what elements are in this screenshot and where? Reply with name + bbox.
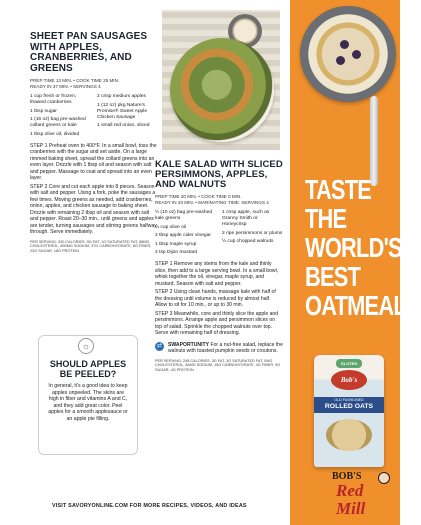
recipe-steps [30, 143, 158, 236]
swap-label: SWAPORTUNITY [168, 341, 210, 348]
nutrition-info: PER SERVING: 330 CALORIES, 9G FAT, 1G SATURATED FAT, 88MG CHOLESTEROL, 890MG SODIUM, 37G CARBOHYDRATE, 8G FIBER, 23G SUGAR, 18G PROTEIN [30, 239, 152, 254]
ingredient-item: ¼ cup olive oil [155, 224, 186, 230]
kale-salad-photo [162, 10, 280, 150]
gluten-free-badge: GLUTEN [336, 359, 362, 368]
blueberry-image [352, 50, 361, 59]
oats-image [326, 419, 372, 451]
recipe-meta [30, 78, 158, 90]
recipe-step: STEP 2 Core and cut each apple into 8 pieces. Season with salt and pepper. Using a fork, poke the sausages a few times. Moving greens as needed, add cranberries, onion, apples, and chicken sausage to baking sheet. Drizzle with remaining 2 tbsp oil and season with salt and pepper. Roast 20–30 min., until greens and apples are tender, turning sausages and stirring greens halfway through. Serve immediately. [30, 183, 157, 236]
oatmeal-bowl-image [300, 6, 396, 102]
apple-peel-tip [48, 360, 128, 423]
ingredient-item: 2 crisp medium apples [97, 94, 146, 99]
recipe-steps [155, 261, 283, 337]
ingredient-item: 1 tbsp sugar [30, 108, 57, 114]
ingredient-item: 1 crisp apple, such as Granny Smith or Honeycrisp [222, 210, 270, 228]
recipe-meta-line2: READY IN 20 MIN. • MARINATING TIME: SERVINGS 4 [155, 200, 269, 205]
bag-subline: OLD FASHIONED [334, 398, 364, 402]
lightbulb-icon: ☼ [78, 338, 94, 354]
swaportunity-note [155, 342, 283, 355]
recipe-step: STEP 3 Meanwhile, core and thinly slice the apple and persimmons. Arrange apple and persimmon slices on top of salad. Sprinkle the chopped walnuts over top. Serve with remaining half of dressing. [155, 310, 279, 337]
recipe-meta [155, 194, 283, 206]
ingredient-item: 1 (16 oz) bag pre-washed collard greens or kale [30, 117, 86, 129]
recipe-meta-line2: READY IN 37 MIN. • SERVINGS 4 [30, 84, 101, 89]
tagline-line: WORLD'S [305, 232, 402, 263]
nutrition-info: PER SERVING: 248 CALORIES, 3G FAT, 3G SATURATED FAT, 0MG CHOLESTEROL, 84MG SODIUM, 15G CARBOHYDRATE, 4G FIBER, 9G SUGAR, 4G PROTEIN [155, 358, 281, 373]
recipe-step: STEP 1 Preheat oven to 400°F. In a small bowl, toss the cranberries with the sugar and set aside. On a large rimmed baking sheet, spread the collard greens into an even layer. Drizzle with 1 tbsp oil and season with salt and pepper. Massage to coat and spread into an even layer. [30, 142, 157, 182]
bag-product-name: ROLLED OATS [324, 402, 374, 410]
recipe-title: SHEET PAN SAUSAGES WITH APPLES, CRANBERRIES, AND GREENS [30, 31, 148, 74]
tagline-line: TASTE [305, 174, 372, 205]
recipe-meta-line1: PREP TIME 20 MIN. • COOK TIME 0 MIN. [155, 194, 242, 199]
spoon-image [370, 96, 378, 186]
recipe-kale-salad [155, 160, 283, 373]
bag-product-band [314, 397, 384, 413]
logo-main-text: Red Mill [336, 481, 366, 518]
blueberry-image [340, 40, 349, 49]
logo-face-icon [378, 472, 390, 484]
ingredient-item: ½ cup chopped walnuts [222, 239, 274, 245]
tagline-line: OATMEAL® [305, 290, 421, 321]
tagline-line: THE [305, 203, 347, 234]
tip-body: In general, it's a good idea to keep apples unpeeled. The skins are high in fiber and vitamins A and C, and they add great color. Peel apples for a smooth applesauce or an apple pie filling. [48, 383, 128, 422]
bag-brand-oval: Bob's [331, 370, 367, 390]
ingredient-item: 2 tsp Dijon mustard [155, 250, 198, 256]
recipe-step: STEP 2 Using clean hands, massage kale with half of the dressing until volume is reduced by almost half. Allow to sit for 10 min., or up to 30 min. [155, 289, 276, 309]
rolled-oats-bag-image [314, 355, 384, 467]
ingredients-column-left [155, 210, 216, 259]
ingredients-list [155, 210, 283, 259]
bobs-red-mill-logo [332, 471, 392, 518]
ingredient-item: 1 (12 oz) pkg Nature's Promise® Sweet Apple Chicken Sausage [97, 102, 148, 120]
salad-plate-image [170, 38, 274, 142]
tip-title: SHOULD APPLES BE PEELED? [49, 359, 127, 379]
logo-top-text: BOB'S [332, 471, 362, 482]
swap-text-wrapper [168, 342, 283, 355]
recipe-meta-line1: PREP TIME 13 MIN. • COOK TIME 25 MIN. [30, 78, 120, 83]
tagline-line: BEST [305, 261, 361, 292]
ingredient-item: 2 tbsp apple cider vinegar [155, 233, 212, 239]
ingredient-item: 2 ripe persimmons or plums [222, 230, 283, 236]
ingredient-item: 1 small red onion, sliced [97, 123, 150, 129]
ingredients-column-right [97, 94, 158, 141]
ingredients-column-right [222, 210, 283, 259]
recipe-sheet-pan-sausages [30, 32, 158, 254]
ingredients-list [30, 94, 158, 141]
ingredient-item: 1 cup fresh or frozen, thawed cranberries [30, 94, 77, 106]
ingredient-item: 1 tbsp maple syrup [155, 241, 197, 247]
page-footer: VISIT SAVORYONLINE.COM FOR MORE RECIPES, VIDEOS, AND IDEAS [52, 503, 247, 509]
recipe-title: KALE SALAD WITH SLICED PERSIMMONS, APPLES, AND WALNUTS [155, 159, 283, 190]
ingredients-column-left [30, 94, 91, 141]
blueberry-image [336, 56, 345, 65]
ingredient-item: 1 tbsp olive oil, divided [30, 131, 80, 137]
recipe-step: STEP 1 Remove any stems from the kale and thinly slice, then add to a large serving bowl. In a small bowl, whisk together the oil, vinegar, maple syrup, and mustard. Season with salt and pepper. [155, 261, 279, 287]
swap-text: For a nut-free salad, replace the walnuts with toasted pumpkin seeds or croutons. [168, 341, 283, 355]
ad-tagline [305, 174, 421, 321]
swap-arrows-icon: ⇄ [156, 342, 163, 349]
ingredient-item: ½ (10 oz) bag pre-washed kale greens [155, 210, 213, 222]
